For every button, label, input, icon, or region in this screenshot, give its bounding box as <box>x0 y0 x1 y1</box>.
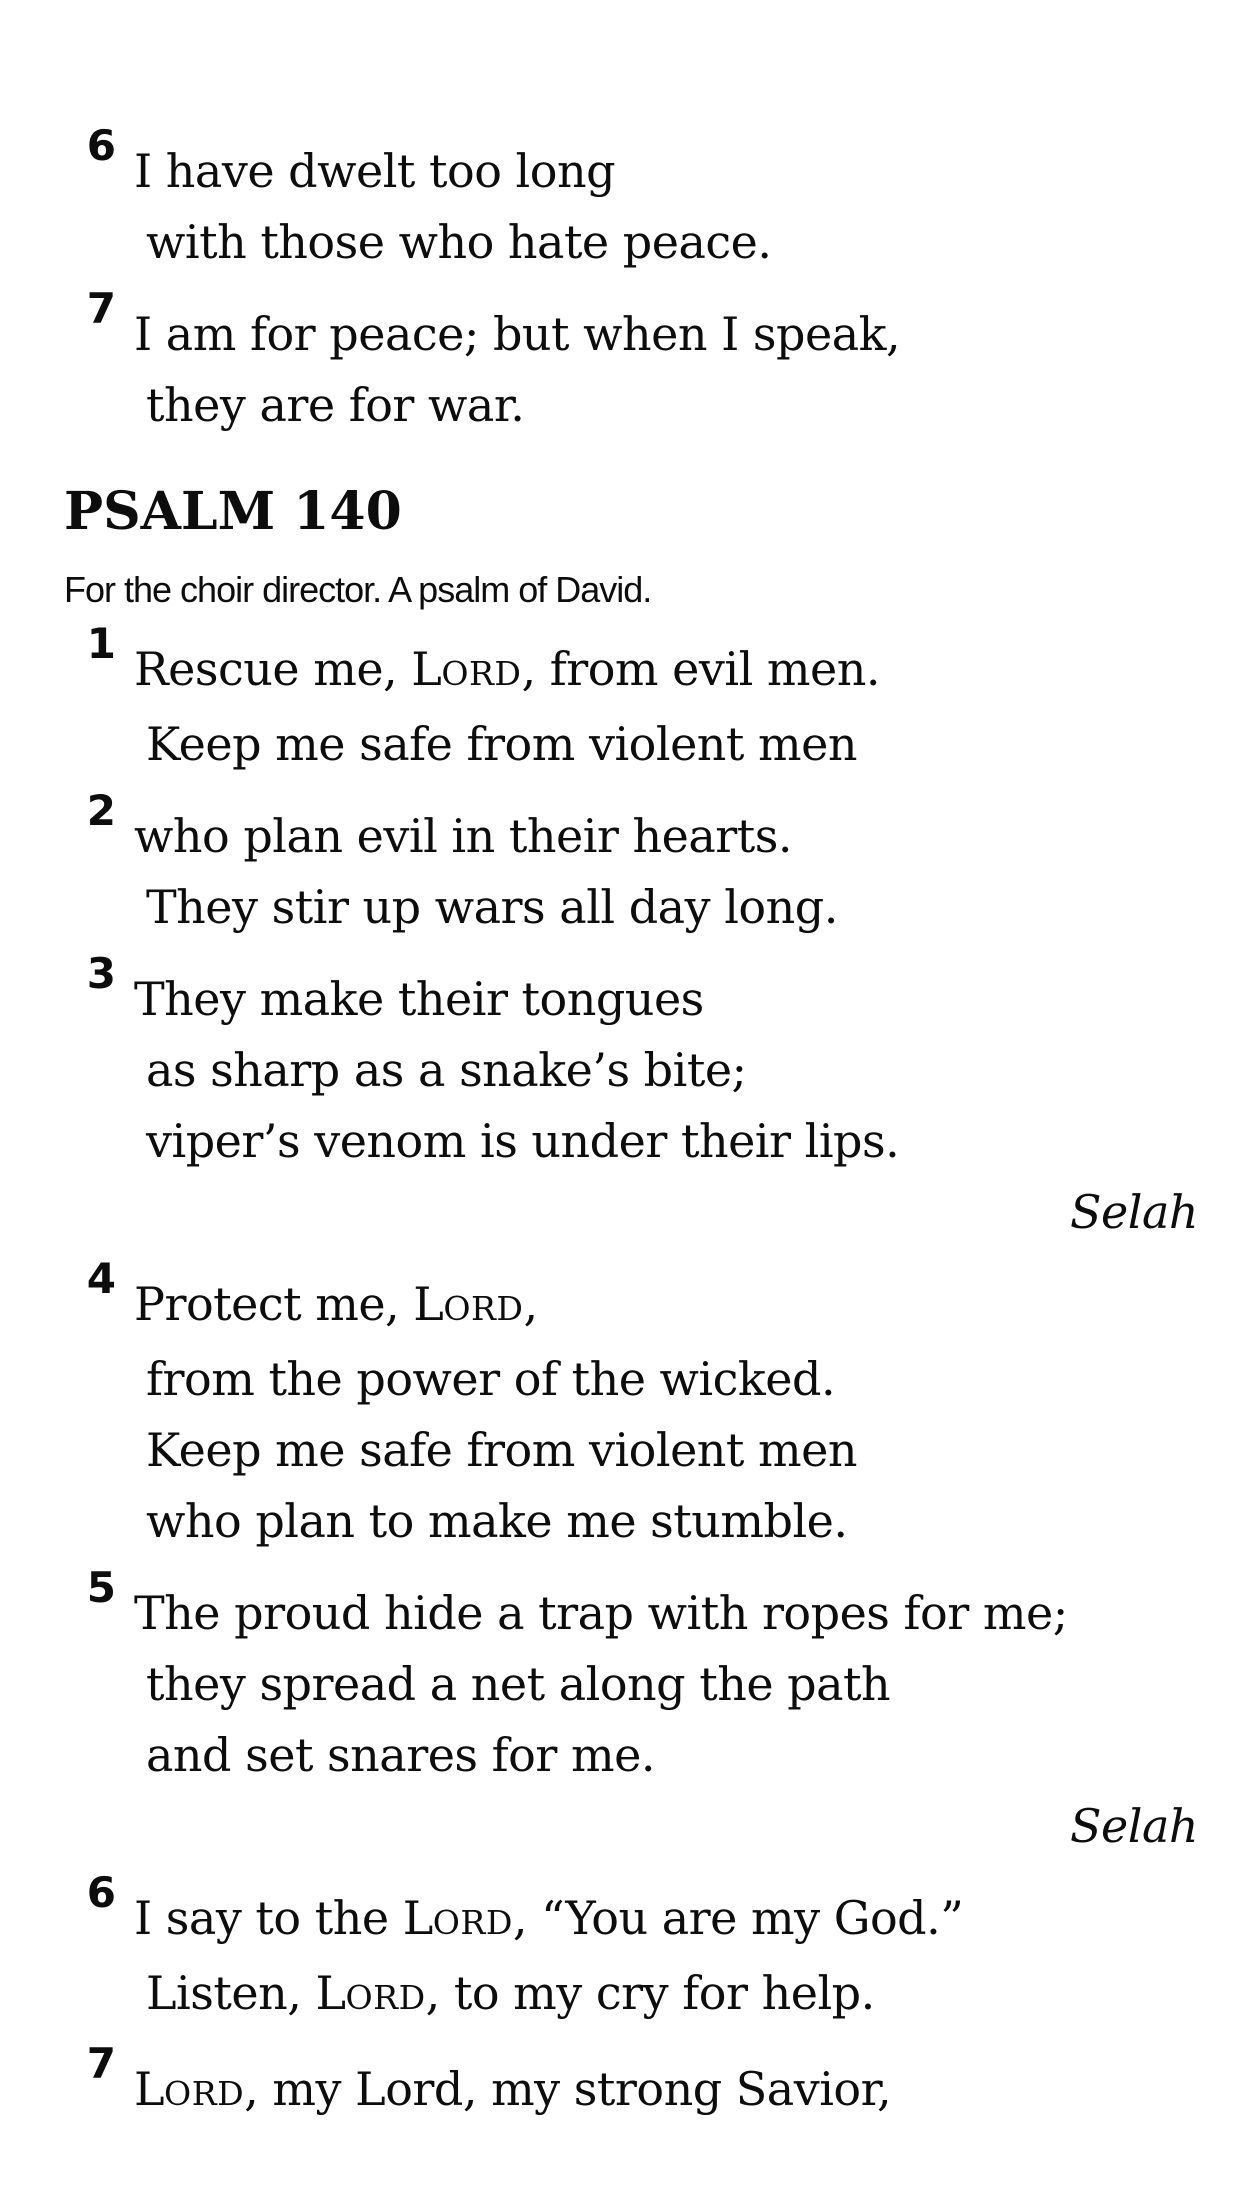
psalm-140-passage <box>64 619 1198 2129</box>
verse-line: LORD, my Lord, my strong Savior, <box>134 2062 892 2116</box>
lord-small-caps: ORD <box>432 1903 513 1942</box>
verse-number: 3 <box>86 949 116 998</box>
psalm-140-superscription: For the choir director. A psalm of David. <box>64 569 652 610</box>
verse-ps140-4 <box>64 1254 1198 1557</box>
verse-ps140-5 <box>64 1563 1198 1862</box>
verse-ps140-1 <box>64 619 1198 780</box>
verse-number: 7 <box>86 2039 116 2088</box>
lord-small-caps: ORD <box>441 654 522 693</box>
verse-ps140-6 <box>64 1868 1198 2033</box>
verse-number: 4 <box>86 1254 116 1303</box>
verse-number: 5 <box>86 1563 116 1612</box>
verse-line: I have dwelt too long <box>134 144 616 198</box>
lord-small-caps: ORD <box>345 1978 426 2017</box>
verse-line: Listen, LORD, to my cry for help. <box>146 1966 875 2020</box>
selah-label: Selah <box>1070 1799 1198 1853</box>
selah-label: Selah <box>1070 1185 1198 1239</box>
lord-small-caps: ORD <box>164 2074 245 2113</box>
verse-line: with those who hate peace. <box>146 215 772 269</box>
verse-line: I am for peace; but when I speak, <box>134 307 901 361</box>
verse-line: who plan to make me stumble. <box>146 1494 848 1548</box>
verse-number: 6 <box>86 1868 116 1917</box>
verse-line: They stir up wars all day long. <box>146 880 838 934</box>
verse-line: Protect me, LORD, <box>134 1277 538 1331</box>
verse-line: they are for war. <box>146 378 525 432</box>
verse-line: viper’s venom is under their lips. <box>146 1114 900 1168</box>
verse-ps139-7 <box>64 284 1198 441</box>
verse-number: 2 <box>86 786 116 835</box>
psalm-140-heading: PSALM 140 <box>64 481 402 542</box>
verse-line: Keep me safe from violent men <box>146 1423 857 1477</box>
verse-number: 1 <box>86 619 116 668</box>
verse-line: from the power of the wicked. <box>146 1352 836 1406</box>
verse-ps140-3 <box>64 949 1198 1248</box>
verse-ps139-6 <box>64 121 1198 278</box>
verse-ps140-7 <box>64 2039 1198 2129</box>
verse-line: Keep me safe from violent men <box>146 717 857 771</box>
verse-line: I say to the LORD, “You are my God.” <box>134 1891 964 1945</box>
verse-line: they spread a net along the path <box>146 1657 891 1711</box>
verse-number: 7 <box>86 284 116 333</box>
verse-line: as sharp as a snake’s bite; <box>146 1043 747 1097</box>
verse-line: They make their tongues <box>134 972 704 1026</box>
verse-number: 6 <box>86 121 116 170</box>
verse-ps140-2 <box>64 786 1198 943</box>
verse-line: who plan evil in their hearts. <box>134 809 792 863</box>
psalm-139-passage <box>64 121 1198 441</box>
verse-line: Rescue me, LORD, from evil men. <box>134 642 881 696</box>
verse-line: and set snares for me. <box>146 1728 655 1782</box>
lord-small-caps: ORD <box>443 1289 524 1328</box>
verse-line: The proud hide a trap with ropes for me; <box>134 1586 1068 1640</box>
